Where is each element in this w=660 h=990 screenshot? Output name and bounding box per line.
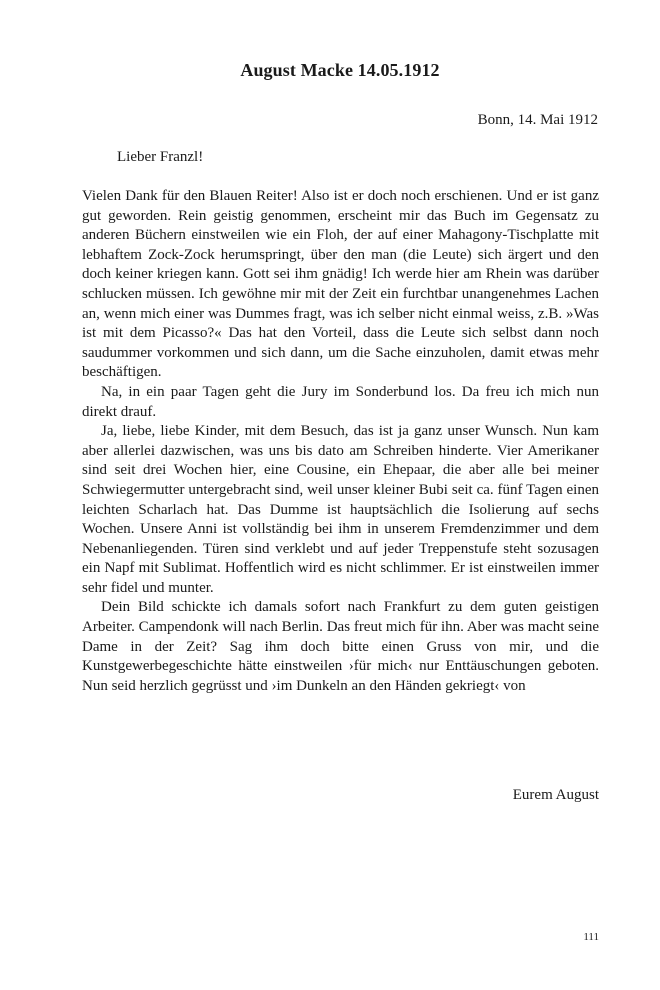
letter-place-date: Bonn, 14. Mai 1912 (477, 112, 598, 128)
letter-paragraph: Dein Bild schickte ich damals sofort nach Frankfurt zu dem guten geistigen Arbeiter. Campendonk will nach Berlin. Das freut mich für ihn. Aber was macht seine Dame in der Zeit? Sag ihm doch bitte einen Gruss von mir, und die Kunstgewerbegeschichte hätte einstweilen ›für mich‹ nur Enttäuschungen geboten. Nun seid herzlich gegrüsst und ›im Dunkeln an den Händen gekriegt‹ von (82, 599, 599, 694)
letter-closing: Eurem August (512, 787, 599, 803)
letter-title: August Macke 14.05.1912 (240, 60, 440, 80)
page-number: 111 (583, 931, 599, 943)
letter-paragraph: Na, in ein paar Tagen geht die Jury im Sonderbund los. Da freu ich mich nun direkt drauf. (82, 383, 599, 420)
letter-body (82, 187, 599, 696)
letter-paragraph: Ja, liebe, liebe Kinder, mit dem Besuch, das ist ja ganz unser Wunsch. Nun kam aber allerlei dazwischen, was uns bis dato am Schreiben hinderte. Vier Amerikaner sind seit drei Wochen hier, eine Cousine, ein Ehepaar, die aber alle bei meiner Schwiegermutter untergebracht sind, weil unser kleiner Bubi seit ca. fünf Tagen einen leichten Scharlach hat. Das Dumme ist hauptsächlich die Isolierung auf sechs Wochen. Unsere Anni ist vollständig bei ihm in unserem Fremdenzimmer und dem Nebenanliegenden. Türen sind verklebt und auf jeder Treppenstufe steht sozusagen ein Napf mit Sublimat. Hoffentlich wird es nicht schlimmer. Er ist einstweilen immer sehr fidel und munter. (82, 423, 599, 596)
letter-paragraph: Vielen Dank für den Blauen Reiter! Also ist er doch noch erschienen. Und er ist ganz gut geworden. Rein geistig genommen, erscheint mir das Buch im Gegensatz zu anderen Büchern einstweilen wie ein Floh, der auf einer Mahagony-Tischplatte mit lebhaftem Zock-Zock herumspringt, über den man (die Leute) sich ärgert und den doch keiner kriegen kann. Gott sei ihm gnädig! Ich werde hier am Rhein was darüber schlucken müssen. Ich gewöhne mir mit der Zeit ein furchtbar unangenehmes Lachen an, wenn mich einer was Dummes fragt, was ich selber nicht einmal weiss, z.B. »Was ist mit dem Picasso?« Das hat den Vorteil, dass die Leute sich selbst dann noch saudummer vorkommen und sich dann, um die Sache einzuholen, damit etwas mehr beschäftigen. (82, 188, 599, 381)
letter-salutation: Lieber Franzl! (117, 149, 204, 165)
